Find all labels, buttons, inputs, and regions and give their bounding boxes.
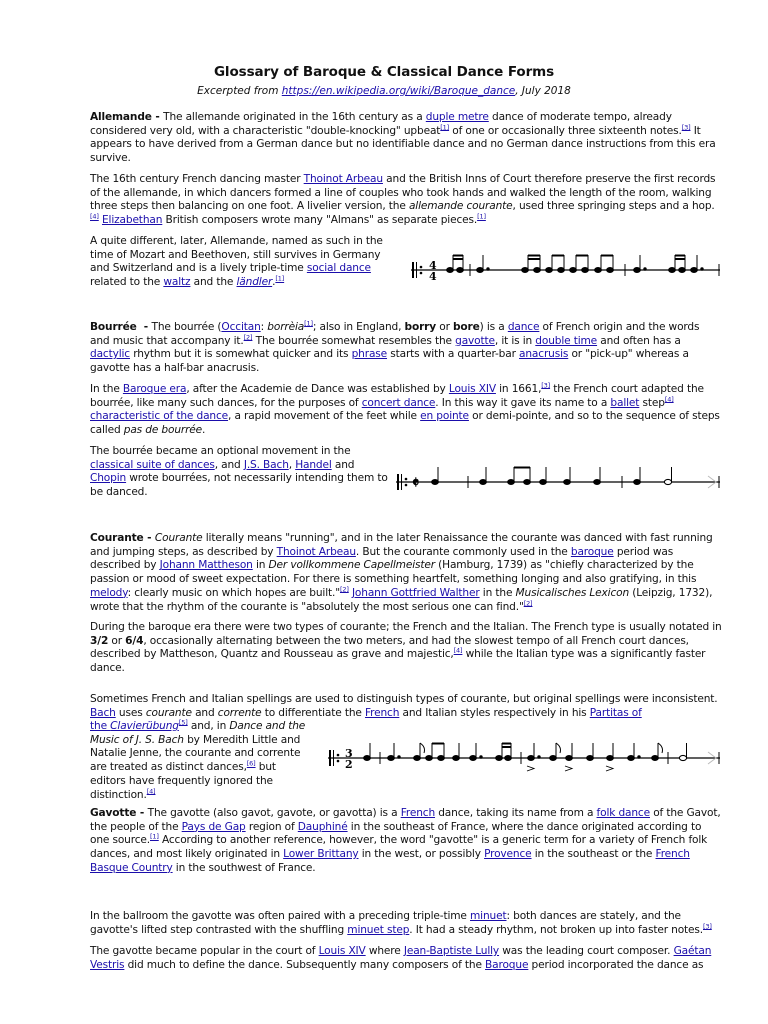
time-sig-bottom: 4 xyxy=(429,270,437,283)
source-link[interactable]: https://en.wikipedia.org/wiki/Baroque_dance xyxy=(281,85,516,97)
bourree-paragraph-1: Bourrée - The bourrée (Occitan: borrèia[1]; also in England, borry or bore) is a dance of French origin and the words and music that accompany it.[2] The bourrée somewhat resembles the gavotte, it is in double time and often has a dactylic rhythm but it is somewhat quicker and its phrase starts with a quarter-bar anacrusis or "pick-up" whereas a gavotte has a half-bar anacrusis. xyxy=(90,319,700,375)
bourree-paragraph-3: The bourrée became an optional movement in the classical suite of dances, and J.S. Bach, Handel and Chopin wrote bourrées, not necessarily intending them to be danced. xyxy=(90,445,388,499)
time-sig-top: 3 xyxy=(345,747,353,760)
allemande-rhythm-notation xyxy=(408,252,726,288)
bourree-rhythm-notation xyxy=(393,464,726,500)
gavotte-paragraph-3: The gavotte became popular in the court of Louis XIV where Jean-Baptiste Lully was the leading court composer. Gaétan Vestris did much to define the dance. Subsequently many composers of the Baroque period incorporated the dance as xyxy=(90,945,712,971)
time-sig-bottom: 2 xyxy=(345,758,353,771)
courante-paragraph-2: During the baroque era there were two types of courante; the French and the Italian. The French type is usually notated in 3/2 or 6/4, occasionally alternating between the two meters, and had the slowest tempo of all French court dances, described by Mattheson, Quantz and Rousseau as grave and majestic,[4] while the Italian type was a significantly faster dance. xyxy=(90,621,722,675)
allemande-paragraph-2: The 16th century French dancing master Thoinot Arbeau and the British Inns of Court therefore preserve the first records of the allemande, in which dancers formed a line of couples who took hands and walked the length of the room, walking three steps then balancing on one foot. A livelier version, the allemande courante, used three springing steps and a hop.[4] Elizabethan British composers wrote many "Almans" as separate pieces.[1] xyxy=(90,173,716,227)
page-title: Glossary of Baroque & Classical Dance Forms xyxy=(213,64,555,80)
gavotte-paragraph-2: In the ballroom the gavotte was often paired with a preceding triple-time minuet: both dances are stately, and the gavotte's lifted step contrasted with the shuffling minuet step. It had a steady rhythm, not broken up into faster notes.[3] xyxy=(90,910,712,936)
courante-rhythm-notation xyxy=(325,740,725,776)
courante-paragraph-3a: Sometimes French and Italian spellings are used to distinguish types of courante, but original spellings were inconsistent. Bach uses courante and corrente to differentiate the French and Italian styles respectively in his Partitas of xyxy=(90,693,718,719)
time-sig-cut: 𝄵 xyxy=(412,473,420,492)
gavotte-paragraph-1: Gavotte - The gavotte (also gavot, gavote, or gavotta) is a French dance, taking its name from a folk dance of the Gavot, the people of the Pays de Gap region of Dauphiné in the southeast of France, where the dance originated according to one source.[1] According to another reference, however, the word "gavotte" is a generic term for a variety of French folk dances, and most likely originated in Lower Brittany in the west, or possibly Provence in the southeast or the French Basque Country in the southwest of France. xyxy=(90,807,721,874)
allemande-paragraph-3: A quite different, later, Allemande, named as such in the time of Mozart and Beethoven, still survives in Germany and Switzerland and is a lively triple-time social dance related to the waltz and the ländler.[1] xyxy=(90,235,383,289)
allemande-paragraph-1: Allemande - The allemande originated in the 16th century as a duple metre dance of moderate tempo, already considered very old, with a characteristic "double-knocking" upbeat[1] of one or occasionally three sixteenth notes.[3] It appears to have derived from a German dance but no identifiable dance and no German dance instructions from this era survive. xyxy=(90,111,716,165)
page-subtitle: Excerpted from https://en.wikipedia.org/wiki/Baroque_dance, July 2018 xyxy=(197,85,571,97)
time-sig-top: 4 xyxy=(429,259,437,272)
courante-paragraph-1: Courante - Courante literally means "running", and in the later Renaissance the courante was danced with fast running and jumping steps, as described by Thoinot Arbeau. But the courante commonly used in the baroque period was described by Johann Mattheson in Der vollkommene Capellmeister (Hamburg, 1739) as "chiefly characterized by the passion or mood of sweet expectation. For there is something heartfelt, something longing and also gratifying, in this melody: clearly music on which hopes are built."[2] Johann Gottfried Walther in the Musicalisches Lexicon (Leipzig, 1732), wrote that the rhythm of the courante is "absolutely the most serious one can find."[2] xyxy=(90,532,713,613)
courante-paragraph-3b: the Clavierübung[5] and, in Dance and the Music of J. S. Bach by Meredith Little and Natalie Jenne, the courante and corrente are treated as distinct dances,[6] but editors have frequently ignored the distinction.[4] xyxy=(90,718,306,801)
bourree-paragraph-2: In the Baroque era, after the Academie de Dance was established by Louis XIV in 1661,[3] the French court adapted the bourrée, like many such dances, for the purposes of concert dance. In this way it gave its name to a ballet step[4] characteristic of the dance, a rapid movement of the feet while en pointe or demi-pointe, and so to the sequence of steps called pas de bourrée. xyxy=(90,381,720,437)
